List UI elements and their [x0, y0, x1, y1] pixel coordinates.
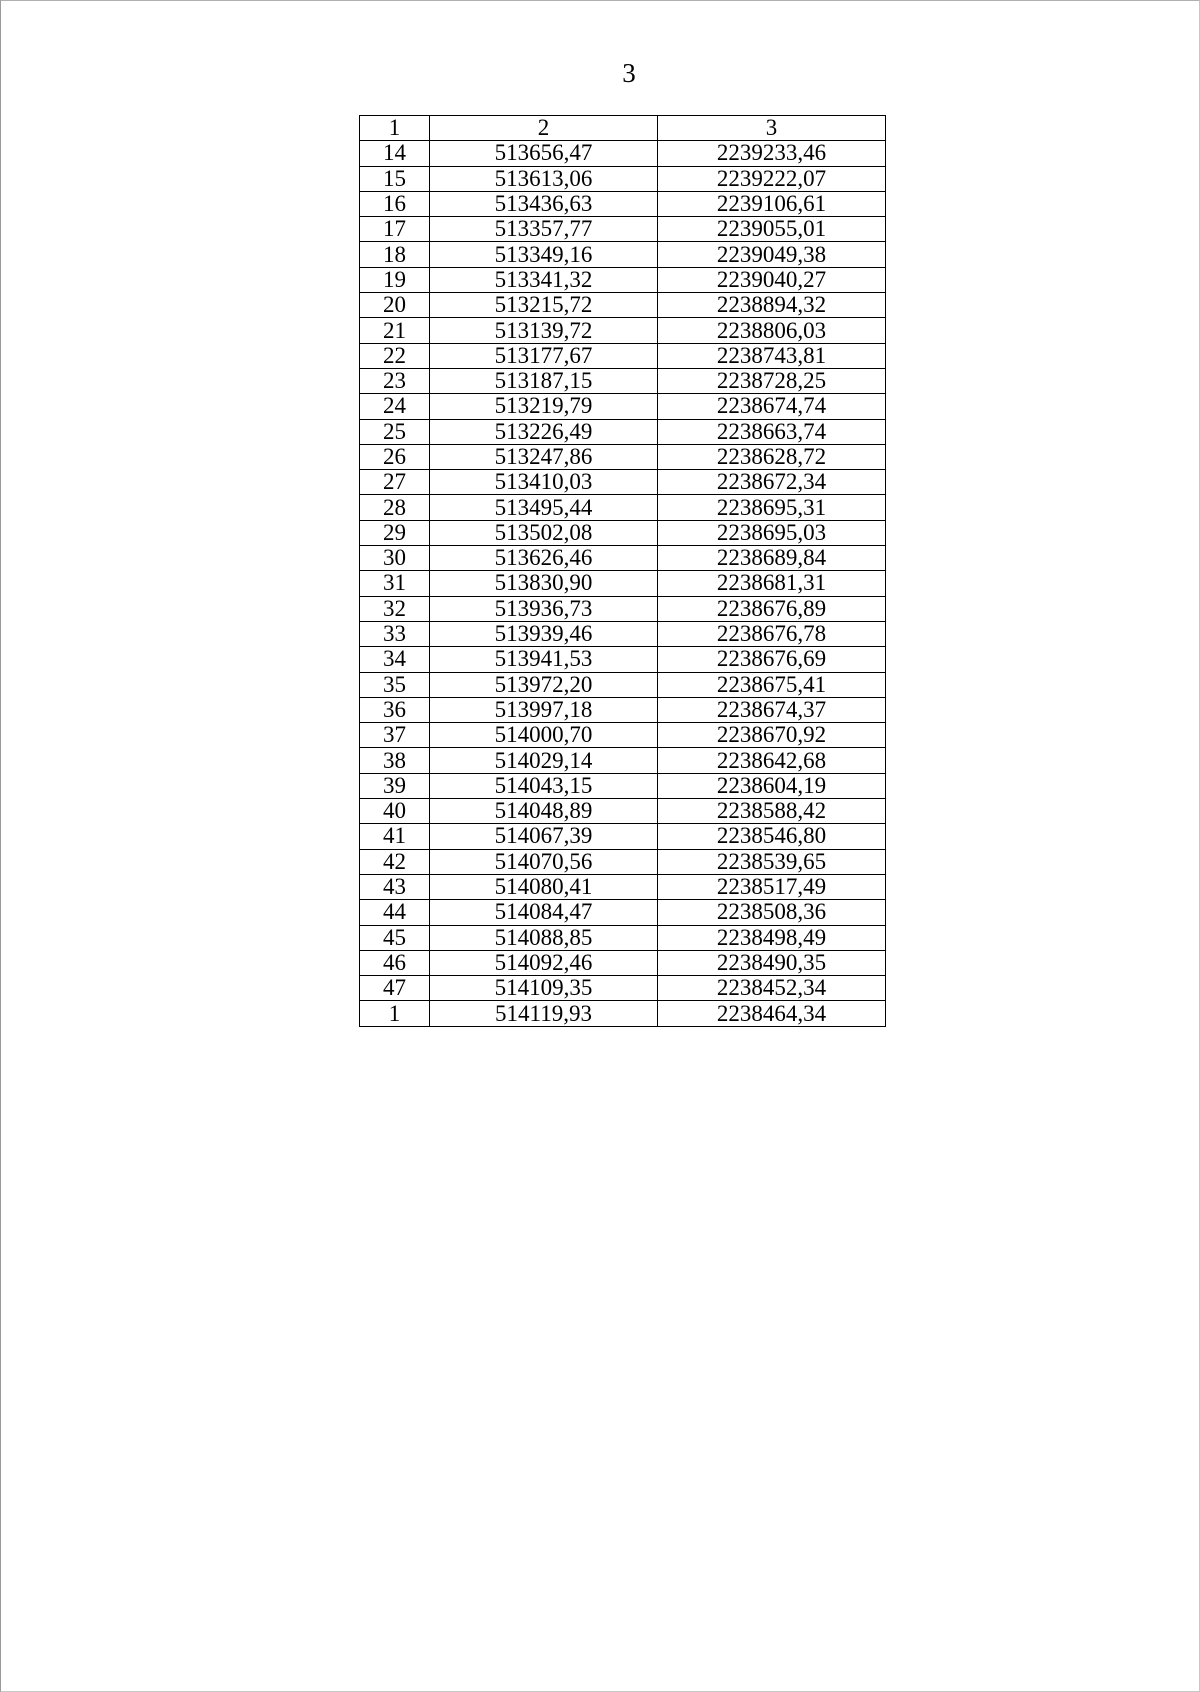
x-coordinate-cell: 513436,63 — [430, 191, 658, 216]
y-coordinate-cell: 2239040,27 — [658, 267, 886, 292]
point-number-cell: 36 — [360, 697, 430, 722]
point-number-cell: 17 — [360, 217, 430, 242]
point-number-cell: 23 — [360, 368, 430, 393]
table-row — [360, 748, 886, 773]
y-coordinate-cell: 2239222,07 — [658, 166, 886, 191]
table-body — [360, 141, 886, 1026]
point-number-cell: 34 — [360, 647, 430, 672]
x-coordinate-cell: 513941,53 — [430, 647, 658, 672]
x-coordinate-cell: 514088,85 — [430, 925, 658, 950]
y-coordinate-cell: 2238695,03 — [658, 520, 886, 545]
x-coordinate-cell: 513410,03 — [430, 470, 658, 495]
header-cell: 2 — [430, 116, 658, 141]
point-number-cell: 38 — [360, 748, 430, 773]
table-header-row — [360, 116, 886, 141]
table-row — [360, 874, 886, 899]
table-row — [360, 495, 886, 520]
table-row — [360, 343, 886, 368]
table-row — [360, 419, 886, 444]
point-number-cell: 35 — [360, 672, 430, 697]
x-coordinate-cell: 514029,14 — [430, 748, 658, 773]
point-number-cell: 30 — [360, 546, 430, 571]
x-coordinate-cell: 513495,44 — [430, 495, 658, 520]
y-coordinate-cell: 2238628,72 — [658, 444, 886, 469]
y-coordinate-cell: 2238728,25 — [658, 368, 886, 393]
header-cell: 3 — [658, 116, 886, 141]
point-number-cell: 20 — [360, 293, 430, 318]
x-coordinate-cell: 513972,20 — [430, 672, 658, 697]
y-coordinate-cell: 2238674,37 — [658, 697, 886, 722]
x-coordinate-cell: 513226,49 — [430, 419, 658, 444]
point-number-cell: 18 — [360, 242, 430, 267]
table-row — [360, 470, 886, 495]
point-number-cell: 42 — [360, 849, 430, 874]
y-coordinate-cell: 2238670,92 — [658, 723, 886, 748]
point-number-cell: 24 — [360, 394, 430, 419]
y-coordinate-cell: 2238806,03 — [658, 318, 886, 343]
y-coordinate-cell: 2238676,78 — [658, 621, 886, 646]
y-coordinate-cell: 2238674,74 — [658, 394, 886, 419]
point-number-cell: 22 — [360, 343, 430, 368]
point-number-cell: 27 — [360, 470, 430, 495]
y-coordinate-cell: 2238642,68 — [658, 748, 886, 773]
header-cell: 1 — [360, 116, 430, 141]
x-coordinate-cell: 513939,46 — [430, 621, 658, 646]
point-number-cell: 28 — [360, 495, 430, 520]
y-coordinate-cell: 2238695,31 — [658, 495, 886, 520]
table-row — [360, 394, 886, 419]
point-number-cell: 43 — [360, 874, 430, 899]
y-coordinate-cell: 2238672,34 — [658, 470, 886, 495]
point-number-cell: 47 — [360, 976, 430, 1001]
x-coordinate-cell: 513830,90 — [430, 571, 658, 596]
y-coordinate-cell: 2238604,19 — [658, 773, 886, 798]
x-coordinate-cell: 514084,47 — [430, 900, 658, 925]
point-number-cell: 26 — [360, 444, 430, 469]
y-coordinate-cell: 2238464,34 — [658, 1001, 886, 1026]
x-coordinate-cell: 513997,18 — [430, 697, 658, 722]
x-coordinate-cell: 514000,70 — [430, 723, 658, 748]
table-row — [360, 368, 886, 393]
y-coordinate-cell: 2238675,41 — [658, 672, 886, 697]
x-coordinate-cell: 513357,77 — [430, 217, 658, 242]
page-number: 3 — [622, 58, 636, 88]
point-number-cell: 25 — [360, 419, 430, 444]
table-row — [360, 242, 886, 267]
table-row — [360, 976, 886, 1001]
y-coordinate-cell: 2238663,74 — [658, 419, 886, 444]
y-coordinate-cell: 2238743,81 — [658, 343, 886, 368]
y-coordinate-cell: 2238689,84 — [658, 546, 886, 571]
point-number-cell: 40 — [360, 799, 430, 824]
point-number-cell: 14 — [360, 141, 430, 166]
table-row — [360, 723, 886, 748]
x-coordinate-cell: 513187,15 — [430, 368, 658, 393]
point-number-cell: 1 — [360, 1001, 430, 1026]
y-coordinate-cell: 2239106,61 — [658, 191, 886, 216]
x-coordinate-cell: 513502,08 — [430, 520, 658, 545]
table-row — [360, 318, 886, 343]
y-coordinate-cell: 2238498,49 — [658, 925, 886, 950]
y-coordinate-cell: 2238546,80 — [658, 824, 886, 849]
point-number-cell: 46 — [360, 950, 430, 975]
table-row — [360, 672, 886, 697]
point-number-cell: 37 — [360, 723, 430, 748]
table-row — [360, 621, 886, 646]
y-coordinate-cell: 2238508,36 — [658, 900, 886, 925]
point-number-cell: 29 — [360, 520, 430, 545]
table-row — [360, 267, 886, 292]
table-row — [360, 925, 886, 950]
x-coordinate-cell: 514080,41 — [430, 874, 658, 899]
table-row — [360, 950, 886, 975]
x-coordinate-cell: 513626,46 — [430, 546, 658, 571]
table-row — [360, 900, 886, 925]
point-number-cell: 41 — [360, 824, 430, 849]
x-coordinate-cell: 514043,15 — [430, 773, 658, 798]
point-number-cell: 16 — [360, 191, 430, 216]
y-coordinate-cell: 2239049,38 — [658, 242, 886, 267]
x-coordinate-cell: 513936,73 — [430, 596, 658, 621]
point-number-cell: 15 — [360, 166, 430, 191]
x-coordinate-cell: 513177,67 — [430, 343, 658, 368]
table-row — [360, 773, 886, 798]
x-coordinate-cell: 513349,16 — [430, 242, 658, 267]
point-number-cell: 32 — [360, 596, 430, 621]
table-row — [360, 141, 886, 166]
x-coordinate-cell: 514067,39 — [430, 824, 658, 849]
y-coordinate-cell: 2239055,01 — [658, 217, 886, 242]
y-coordinate-cell: 2238681,31 — [658, 571, 886, 596]
table-row — [360, 571, 886, 596]
table-row — [360, 217, 886, 242]
x-coordinate-cell: 513219,79 — [430, 394, 658, 419]
x-coordinate-cell: 514119,93 — [430, 1001, 658, 1026]
coordinates-table — [359, 115, 886, 1027]
y-coordinate-cell: 2238894,32 — [658, 293, 886, 318]
y-coordinate-cell: 2238676,69 — [658, 647, 886, 672]
x-coordinate-cell: 513341,32 — [430, 267, 658, 292]
x-coordinate-cell: 514109,35 — [430, 976, 658, 1001]
x-coordinate-cell: 514070,56 — [430, 849, 658, 874]
table-row — [360, 444, 886, 469]
table-row — [360, 697, 886, 722]
table-row — [360, 546, 886, 571]
y-coordinate-cell: 2238588,42 — [658, 799, 886, 824]
x-coordinate-cell: 513247,86 — [430, 444, 658, 469]
y-coordinate-cell: 2238452,34 — [658, 976, 886, 1001]
y-coordinate-cell: 2238517,49 — [658, 874, 886, 899]
x-coordinate-cell: 513656,47 — [430, 141, 658, 166]
x-coordinate-cell: 513139,72 — [430, 318, 658, 343]
point-number-cell: 39 — [360, 773, 430, 798]
x-coordinate-cell: 514092,46 — [430, 950, 658, 975]
table-row — [360, 1001, 886, 1026]
table-row — [360, 520, 886, 545]
y-coordinate-cell: 2238539,65 — [658, 849, 886, 874]
point-number-cell: 44 — [360, 900, 430, 925]
point-number-cell: 33 — [360, 621, 430, 646]
table-row — [360, 166, 886, 191]
x-coordinate-cell: 513613,06 — [430, 166, 658, 191]
point-number-cell: 19 — [360, 267, 430, 292]
table-row — [360, 824, 886, 849]
table-row — [360, 647, 886, 672]
table-row — [360, 849, 886, 874]
y-coordinate-cell: 2239233,46 — [658, 141, 886, 166]
y-coordinate-cell: 2238676,89 — [658, 596, 886, 621]
x-coordinate-cell: 514048,89 — [430, 799, 658, 824]
table-row — [360, 799, 886, 824]
point-number-cell: 45 — [360, 925, 430, 950]
y-coordinate-cell: 2238490,35 — [658, 950, 886, 975]
table-row — [360, 191, 886, 216]
x-coordinate-cell: 513215,72 — [430, 293, 658, 318]
table-row — [360, 293, 886, 318]
point-number-cell: 31 — [360, 571, 430, 596]
table-row — [360, 596, 886, 621]
point-number-cell: 21 — [360, 318, 430, 343]
